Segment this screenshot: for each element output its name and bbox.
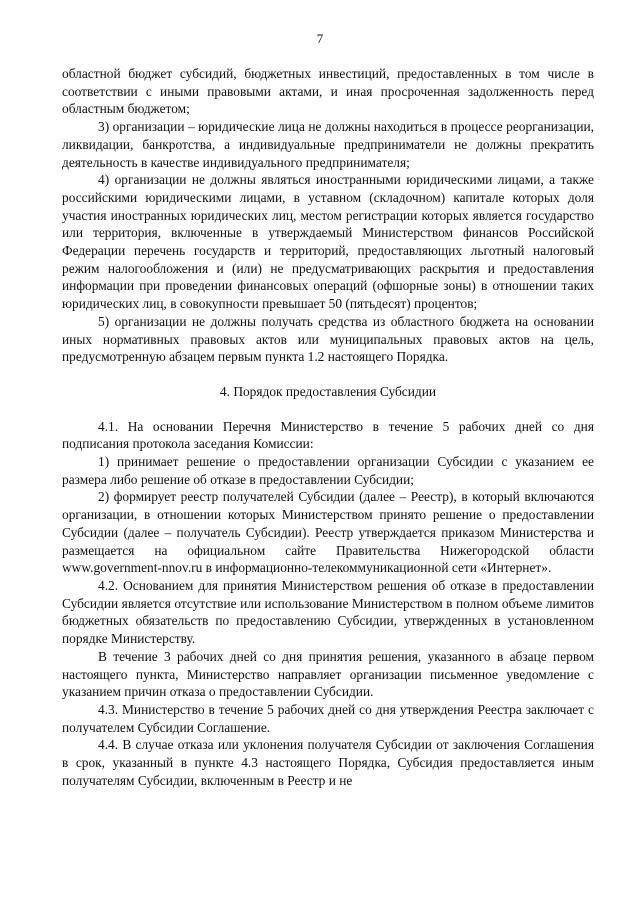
paragraph: В течение 3 рабочих дней со дня принятия решения, указанного в абзаце первом настоящего пункта, Министерство направляет организации письменное уведомление с указанием причин отказа о предоставлении Субсидии. (62, 648, 594, 700)
section-heading: 4. Порядок предоставления Субсидии (219, 383, 437, 399)
paragraph: областной бюджет субсидий, бюджетных инвестиций, предоставленных в том числе в соответствии с иными правовыми актами, и иная просроченная задолженность перед областным бюджетом; (62, 66, 594, 117)
paragraph: 5) организации не должны получать средства из областного бюджета на основании иных нормативных правовых актов или муниципальных правовых актов на цель, предусмотренную абзацем первым пункта 1.2 настоящего Порядка. (62, 313, 594, 365)
paragraph: 1) принимает решение о предоставлении организации Субсидии с указанием ее размера либо решение об отказе в предоставлении Субсидии; (62, 454, 594, 487)
paragraph: 2) формирует реестр получателей Субсидии (далее – Реестр), в который включаются организации, в отношении которых Министерством принято решение о предоставлении Субсидии (далее – получатель Субсидии). Реестр утверждается приказом Министерства и размещается на официальном сайте Правительства Нижегородской области www.government-nnov.ru в информационно-телекоммуникационной сети «Интернет». (62, 489, 594, 576)
page-number: 7 (316, 31, 324, 46)
paragraph: 4.1. На основании Перечня Министерство в течение 5 рабочих дней со дня подписания протокола заседания Комиссии: (62, 418, 594, 452)
paragraph: 4.4. В случае отказа или уклонения получателя Субсидии от заключения Соглашения в срок, указанный в пункте 4.3 настоящего Порядка, Субсидия предоставляется иным получателям Субсидии, включенным в Реестр и не (62, 737, 594, 788)
paragraph: 4.2. Основанием для принятия Министерством решения об отказе в предоставлении Субсидии является отсутствие или использование Министерством в полном объеме лимитов бюджетных обязательств по предоставлению Субсидии, утвержденных в установленном порядке Министерству. (62, 577, 594, 647)
paragraph: 4) организации не должны являться иностранными юридическими лицами, а также российскими юридическими лицами, в уставном (складочном) капитале которых доля участия иностранных юридических лиц, местом регистрации которых является государство или территория, включенные в утверждаемый Министерством финансов Российской Федерации перечень государств и территорий, предоставляющих льготный налоговый режим налогообложения и (или) не предусматривающих раскрытия и предоставления информации при проведении финансовых операций (офшорные зоны) в отношении таких юридических лиц, в совокупности превышает 50 (пятьдесят) процентов; (62, 172, 594, 312)
paragraph: 4.3. Министерство в течение 5 рабочих дней со дня утверждения Реестра заключает с получателем Субсидии Соглашение. (62, 701, 594, 735)
document-body (62, 65, 594, 789)
paragraph: 3) организации – юридические лица не должны находиться в процессе реорганизации, ликвидации, банкротства, а индивидуальные предприниматели не должны прекратить деятельность в качестве индивидуального предпринимателя; (62, 119, 594, 170)
